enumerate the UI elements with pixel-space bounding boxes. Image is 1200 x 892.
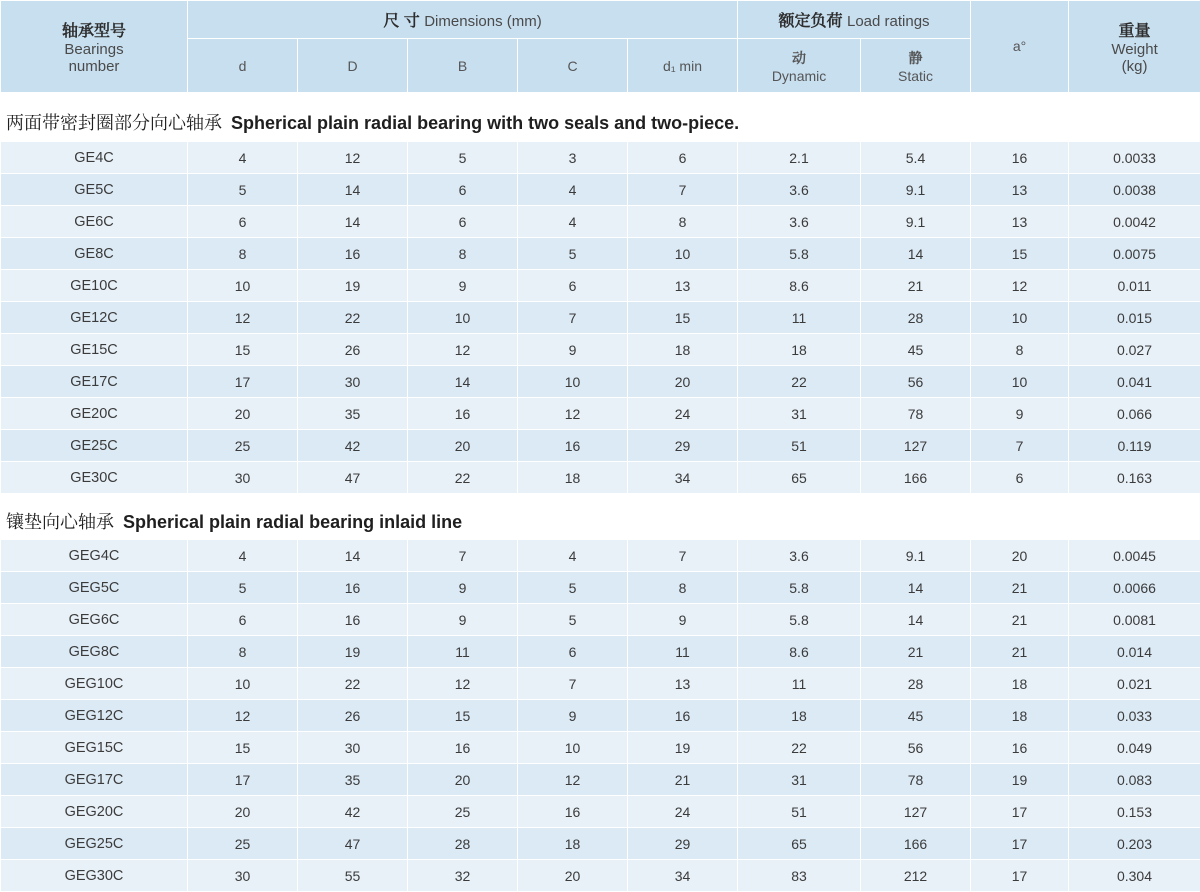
header-col-C: C bbox=[518, 39, 628, 93]
table-row bbox=[1, 796, 1200, 828]
cell-angle-a: 8 bbox=[971, 334, 1069, 366]
cell-d1-min: 24 bbox=[628, 398, 738, 430]
table-row bbox=[1, 668, 1200, 700]
cell-B: 25 bbox=[408, 796, 518, 828]
cell-dynamic-load: 8.6 bbox=[738, 270, 861, 302]
cell-d1-min: 13 bbox=[628, 270, 738, 302]
cell-B: 11 bbox=[408, 636, 518, 668]
cell-dynamic-load: 5.8 bbox=[738, 572, 861, 604]
cell-static-load: 28 bbox=[861, 668, 971, 700]
cell-weight: 0.033 bbox=[1069, 700, 1200, 732]
cell-C: 10 bbox=[518, 366, 628, 398]
cell-D: 12 bbox=[298, 142, 408, 174]
table-row bbox=[1, 142, 1200, 174]
cell-B: 9 bbox=[408, 270, 518, 302]
cell-dynamic-load: 2.1 bbox=[738, 142, 861, 174]
cell-bearing-number: GEG5C bbox=[1, 572, 188, 604]
cell-D: 14 bbox=[298, 174, 408, 206]
bearing-table-two-seals bbox=[0, 141, 1200, 494]
cell-D: 16 bbox=[298, 572, 408, 604]
cell-B: 28 bbox=[408, 828, 518, 860]
cell-d: 25 bbox=[188, 430, 298, 462]
cell-d1-min: 16 bbox=[628, 700, 738, 732]
cell-static-load: 212 bbox=[861, 860, 971, 892]
cell-D: 47 bbox=[298, 828, 408, 860]
cell-D: 16 bbox=[298, 238, 408, 270]
cell-bearing-number: GEG17C bbox=[1, 764, 188, 796]
cell-weight: 0.0066 bbox=[1069, 572, 1200, 604]
header-a bbox=[971, 1, 1069, 93]
cell-angle-a: 19 bbox=[971, 764, 1069, 796]
header-weight bbox=[1069, 1, 1200, 93]
cell-dynamic-load: 51 bbox=[738, 796, 861, 828]
cell-angle-a: 18 bbox=[971, 668, 1069, 700]
cell-dynamic-load: 18 bbox=[738, 700, 861, 732]
header-col-d: d bbox=[188, 39, 298, 93]
cell-dynamic-load: 31 bbox=[738, 398, 861, 430]
cell-static-load: 5.4 bbox=[861, 142, 971, 174]
cell-static-load: 28 bbox=[861, 302, 971, 334]
cell-B: 12 bbox=[408, 668, 518, 700]
cell-C: 4 bbox=[518, 206, 628, 238]
cell-d1-min: 11 bbox=[628, 636, 738, 668]
cell-dynamic-load: 65 bbox=[738, 828, 861, 860]
cell-static-load: 21 bbox=[861, 636, 971, 668]
table-row bbox=[1, 366, 1200, 398]
cell-B: 14 bbox=[408, 366, 518, 398]
cell-d: 4 bbox=[188, 540, 298, 572]
cell-static-load: 14 bbox=[861, 238, 971, 270]
cell-d1-min: 18 bbox=[628, 334, 738, 366]
cell-d1-min: 6 bbox=[628, 142, 738, 174]
header-weight-en-2: (kg) bbox=[1069, 58, 1200, 75]
cell-d1-min: 9 bbox=[628, 604, 738, 636]
cell-d1-min: 24 bbox=[628, 796, 738, 828]
cell-d1-min: 7 bbox=[628, 174, 738, 206]
header-bearing-en-2: number bbox=[1, 58, 187, 75]
cell-d: 15 bbox=[188, 732, 298, 764]
cell-d: 10 bbox=[188, 668, 298, 700]
cell-static-load: 56 bbox=[861, 732, 971, 764]
cell-bearing-number: GEG20C bbox=[1, 796, 188, 828]
cell-B: 16 bbox=[408, 398, 518, 430]
cell-D: 35 bbox=[298, 398, 408, 430]
cell-dynamic-load: 3.6 bbox=[738, 206, 861, 238]
cell-static-load: 127 bbox=[861, 430, 971, 462]
cell-dynamic-load: 8.6 bbox=[738, 636, 861, 668]
cell-C: 6 bbox=[518, 636, 628, 668]
table-row bbox=[1, 174, 1200, 206]
table-row bbox=[1, 302, 1200, 334]
cell-dynamic-load: 5.8 bbox=[738, 604, 861, 636]
cell-angle-a: 16 bbox=[971, 142, 1069, 174]
cell-bearing-number: GEG15C bbox=[1, 732, 188, 764]
cell-D: 26 bbox=[298, 334, 408, 366]
cell-bearing-number: GE8C bbox=[1, 238, 188, 270]
cell-D: 22 bbox=[298, 302, 408, 334]
cell-static-load: 14 bbox=[861, 604, 971, 636]
cell-B: 20 bbox=[408, 430, 518, 462]
cell-bearing-number: GE30C bbox=[1, 462, 188, 494]
cell-dynamic-load: 18 bbox=[738, 334, 861, 366]
cell-D: 19 bbox=[298, 270, 408, 302]
cell-d1-min: 34 bbox=[628, 462, 738, 494]
section-title-en: Spherical plain radial bearing inlaid line bbox=[123, 512, 462, 532]
cell-d1-min: 21 bbox=[628, 764, 738, 796]
header-load-cn: 额定负荷 bbox=[779, 13, 843, 30]
cell-C: 7 bbox=[518, 302, 628, 334]
header-dims-cn: 尺 寸 bbox=[383, 13, 419, 30]
cell-d1-min: 7 bbox=[628, 540, 738, 572]
cell-angle-a: 18 bbox=[971, 700, 1069, 732]
cell-C: 16 bbox=[518, 796, 628, 828]
cell-B: 20 bbox=[408, 764, 518, 796]
section-title-inlaid-line bbox=[6, 508, 462, 534]
cell-static-load: 166 bbox=[861, 462, 971, 494]
cell-D: 26 bbox=[298, 700, 408, 732]
cell-C: 12 bbox=[518, 398, 628, 430]
cell-B: 10 bbox=[408, 302, 518, 334]
cell-bearing-number: GEG30C bbox=[1, 860, 188, 892]
header-bearing-en-1: Bearings bbox=[1, 41, 187, 58]
cell-angle-a: 17 bbox=[971, 796, 1069, 828]
cell-static-load: 9.1 bbox=[861, 174, 971, 206]
header-load-en: Load ratings bbox=[847, 13, 930, 30]
cell-d: 10 bbox=[188, 270, 298, 302]
cell-C: 5 bbox=[518, 572, 628, 604]
cell-C: 4 bbox=[518, 540, 628, 572]
cell-angle-a: 9 bbox=[971, 398, 1069, 430]
cell-B: 6 bbox=[408, 174, 518, 206]
cell-bearing-number: GE15C bbox=[1, 334, 188, 366]
cell-C: 18 bbox=[518, 462, 628, 494]
cell-weight: 0.027 bbox=[1069, 334, 1200, 366]
header-dyn-en: Dynamic bbox=[738, 68, 860, 84]
cell-d1-min: 34 bbox=[628, 860, 738, 892]
header-dims-en: Dimensions (mm) bbox=[424, 13, 542, 30]
cell-C: 16 bbox=[518, 430, 628, 462]
cell-D: 47 bbox=[298, 462, 408, 494]
cell-angle-a: 17 bbox=[971, 828, 1069, 860]
table-row bbox=[1, 860, 1200, 892]
cell-weight: 0.066 bbox=[1069, 398, 1200, 430]
cell-dynamic-load: 83 bbox=[738, 860, 861, 892]
cell-bearing-number: GE12C bbox=[1, 302, 188, 334]
cell-weight: 0.163 bbox=[1069, 462, 1200, 494]
header-sta-cn: 静 bbox=[861, 48, 970, 68]
cell-weight: 0.0075 bbox=[1069, 238, 1200, 270]
cell-d: 12 bbox=[188, 700, 298, 732]
cell-bearing-number: GEG8C bbox=[1, 636, 188, 668]
cell-static-load: 166 bbox=[861, 828, 971, 860]
cell-d: 5 bbox=[188, 572, 298, 604]
header-bearing-cn: 轴承型号 bbox=[1, 18, 187, 41]
cell-weight: 0.304 bbox=[1069, 860, 1200, 892]
cell-bearing-number: GEG12C bbox=[1, 700, 188, 732]
cell-D: 22 bbox=[298, 668, 408, 700]
cell-weight: 0.021 bbox=[1069, 668, 1200, 700]
cell-weight: 0.153 bbox=[1069, 796, 1200, 828]
table-row bbox=[1, 828, 1200, 860]
cell-static-load: 78 bbox=[861, 764, 971, 796]
cell-angle-a: 21 bbox=[971, 636, 1069, 668]
cell-d: 17 bbox=[188, 764, 298, 796]
header-dynamic bbox=[738, 39, 861, 93]
cell-dynamic-load: 22 bbox=[738, 366, 861, 398]
cell-C: 9 bbox=[518, 334, 628, 366]
cell-D: 30 bbox=[298, 732, 408, 764]
cell-weight: 0.203 bbox=[1069, 828, 1200, 860]
cell-B: 32 bbox=[408, 860, 518, 892]
cell-B: 15 bbox=[408, 700, 518, 732]
cell-B: 12 bbox=[408, 334, 518, 366]
cell-D: 55 bbox=[298, 860, 408, 892]
cell-weight: 0.0081 bbox=[1069, 604, 1200, 636]
cell-d1-min: 15 bbox=[628, 302, 738, 334]
cell-B: 9 bbox=[408, 572, 518, 604]
cell-static-load: 9.1 bbox=[861, 540, 971, 572]
cell-static-load: 14 bbox=[861, 572, 971, 604]
table-row bbox=[1, 636, 1200, 668]
cell-C: 7 bbox=[518, 668, 628, 700]
cell-static-load: 78 bbox=[861, 398, 971, 430]
cell-d: 17 bbox=[188, 366, 298, 398]
cell-d1-min: 10 bbox=[628, 238, 738, 270]
cell-d: 12 bbox=[188, 302, 298, 334]
cell-C: 10 bbox=[518, 732, 628, 764]
cell-bearing-number: GE25C bbox=[1, 430, 188, 462]
cell-D: 42 bbox=[298, 430, 408, 462]
cell-d1-min: 8 bbox=[628, 206, 738, 238]
cell-static-load: 127 bbox=[861, 796, 971, 828]
cell-d: 30 bbox=[188, 860, 298, 892]
header-dyn-cn: 动 bbox=[738, 48, 860, 68]
cell-dynamic-load: 3.6 bbox=[738, 174, 861, 206]
table-row bbox=[1, 206, 1200, 238]
cell-dynamic-load: 3.6 bbox=[738, 540, 861, 572]
section-title-cn: 两面带密封圈部分向心轴承 bbox=[6, 113, 222, 133]
cell-static-load: 21 bbox=[861, 270, 971, 302]
bearing-table-inlaid-line bbox=[0, 539, 1200, 892]
cell-angle-a: 20 bbox=[971, 540, 1069, 572]
header-weight-en-1: Weight bbox=[1069, 41, 1200, 58]
cell-bearing-number: GE10C bbox=[1, 270, 188, 302]
table-row bbox=[1, 764, 1200, 796]
cell-weight: 0.119 bbox=[1069, 430, 1200, 462]
table-row bbox=[1, 334, 1200, 366]
cell-C: 9 bbox=[518, 700, 628, 732]
cell-D: 30 bbox=[298, 366, 408, 398]
cell-angle-a: 7 bbox=[971, 430, 1069, 462]
table-header bbox=[0, 0, 1200, 93]
header-weight-cn: 重量 bbox=[1069, 18, 1200, 41]
header-a-label: a° bbox=[1013, 38, 1026, 54]
cell-D: 14 bbox=[298, 206, 408, 238]
cell-dynamic-load: 31 bbox=[738, 764, 861, 796]
cell-angle-a: 17 bbox=[971, 860, 1069, 892]
cell-dynamic-load: 65 bbox=[738, 462, 861, 494]
cell-static-load: 9.1 bbox=[861, 206, 971, 238]
cell-d1-min: 8 bbox=[628, 572, 738, 604]
table-row bbox=[1, 604, 1200, 636]
cell-d: 25 bbox=[188, 828, 298, 860]
cell-bearing-number: GEG6C bbox=[1, 604, 188, 636]
header-col-d1: d₁ min bbox=[628, 39, 738, 93]
cell-static-load: 56 bbox=[861, 366, 971, 398]
header-static bbox=[861, 39, 971, 93]
cell-C: 5 bbox=[518, 238, 628, 270]
cell-C: 3 bbox=[518, 142, 628, 174]
cell-dynamic-load: 51 bbox=[738, 430, 861, 462]
cell-d: 20 bbox=[188, 796, 298, 828]
cell-d1-min: 20 bbox=[628, 366, 738, 398]
cell-weight: 0.011 bbox=[1069, 270, 1200, 302]
cell-B: 7 bbox=[408, 540, 518, 572]
table-row bbox=[1, 398, 1200, 430]
cell-angle-a: 13 bbox=[971, 174, 1069, 206]
cell-B: 9 bbox=[408, 604, 518, 636]
table-row bbox=[1, 238, 1200, 270]
cell-dynamic-load: 22 bbox=[738, 732, 861, 764]
cell-dynamic-load: 5.8 bbox=[738, 238, 861, 270]
cell-weight: 0.014 bbox=[1069, 636, 1200, 668]
cell-weight: 0.083 bbox=[1069, 764, 1200, 796]
cell-weight: 0.0033 bbox=[1069, 142, 1200, 174]
table-row bbox=[1, 540, 1200, 572]
cell-angle-a: 21 bbox=[971, 572, 1069, 604]
cell-B: 22 bbox=[408, 462, 518, 494]
table-row bbox=[1, 462, 1200, 494]
table-row bbox=[1, 430, 1200, 462]
cell-D: 35 bbox=[298, 764, 408, 796]
cell-D: 16 bbox=[298, 604, 408, 636]
cell-d: 20 bbox=[188, 398, 298, 430]
cell-bearing-number: GEG10C bbox=[1, 668, 188, 700]
cell-weight: 0.041 bbox=[1069, 366, 1200, 398]
cell-d: 6 bbox=[188, 604, 298, 636]
cell-B: 5 bbox=[408, 142, 518, 174]
cell-d: 6 bbox=[188, 206, 298, 238]
cell-angle-a: 15 bbox=[971, 238, 1069, 270]
cell-bearing-number: GE17C bbox=[1, 366, 188, 398]
cell-angle-a: 16 bbox=[971, 732, 1069, 764]
cell-weight: 0.0042 bbox=[1069, 206, 1200, 238]
cell-angle-a: 21 bbox=[971, 604, 1069, 636]
cell-bearing-number: GEG4C bbox=[1, 540, 188, 572]
cell-D: 19 bbox=[298, 636, 408, 668]
cell-bearing-number: GE6C bbox=[1, 206, 188, 238]
section-title-cn: 镶垫向心轴承 bbox=[6, 512, 114, 532]
cell-weight: 0.0045 bbox=[1069, 540, 1200, 572]
table-row bbox=[1, 572, 1200, 604]
cell-bearing-number: GE5C bbox=[1, 174, 188, 206]
cell-d: 8 bbox=[188, 238, 298, 270]
section-title-two-seals bbox=[6, 109, 739, 135]
cell-d: 5 bbox=[188, 174, 298, 206]
cell-C: 5 bbox=[518, 604, 628, 636]
cell-angle-a: 12 bbox=[971, 270, 1069, 302]
cell-bearing-number: GEG25C bbox=[1, 828, 188, 860]
cell-angle-a: 6 bbox=[971, 462, 1069, 494]
cell-bearing-number: GE20C bbox=[1, 398, 188, 430]
cell-static-load: 45 bbox=[861, 334, 971, 366]
cell-B: 6 bbox=[408, 206, 518, 238]
cell-B: 16 bbox=[408, 732, 518, 764]
cell-angle-a: 13 bbox=[971, 206, 1069, 238]
cell-d1-min: 19 bbox=[628, 732, 738, 764]
section-title-en: Spherical plain radial bearing with two seals and two-piece. bbox=[231, 113, 739, 133]
header-sta-en: Static bbox=[861, 68, 970, 84]
cell-d: 15 bbox=[188, 334, 298, 366]
cell-d1-min: 29 bbox=[628, 828, 738, 860]
header-bearing-number bbox=[1, 1, 188, 93]
cell-C: 20 bbox=[518, 860, 628, 892]
cell-B: 8 bbox=[408, 238, 518, 270]
table-row bbox=[1, 732, 1200, 764]
header-col-D: D bbox=[298, 39, 408, 93]
cell-dynamic-load: 11 bbox=[738, 668, 861, 700]
cell-C: 4 bbox=[518, 174, 628, 206]
table-row bbox=[1, 700, 1200, 732]
cell-C: 12 bbox=[518, 764, 628, 796]
cell-C: 6 bbox=[518, 270, 628, 302]
header-dimensions bbox=[188, 1, 738, 39]
cell-angle-a: 10 bbox=[971, 366, 1069, 398]
table-row bbox=[1, 270, 1200, 302]
cell-angle-a: 10 bbox=[971, 302, 1069, 334]
cell-d: 30 bbox=[188, 462, 298, 494]
cell-d1-min: 13 bbox=[628, 668, 738, 700]
cell-weight: 0.049 bbox=[1069, 732, 1200, 764]
cell-D: 42 bbox=[298, 796, 408, 828]
cell-d1-min: 29 bbox=[628, 430, 738, 462]
header-load-ratings bbox=[738, 1, 971, 39]
cell-weight: 0.0038 bbox=[1069, 174, 1200, 206]
cell-d: 4 bbox=[188, 142, 298, 174]
header-col-B: B bbox=[408, 39, 518, 93]
cell-dynamic-load: 11 bbox=[738, 302, 861, 334]
cell-bearing-number: GE4C bbox=[1, 142, 188, 174]
cell-C: 18 bbox=[518, 828, 628, 860]
cell-d: 8 bbox=[188, 636, 298, 668]
cell-weight: 0.015 bbox=[1069, 302, 1200, 334]
cell-D: 14 bbox=[298, 540, 408, 572]
cell-static-load: 45 bbox=[861, 700, 971, 732]
